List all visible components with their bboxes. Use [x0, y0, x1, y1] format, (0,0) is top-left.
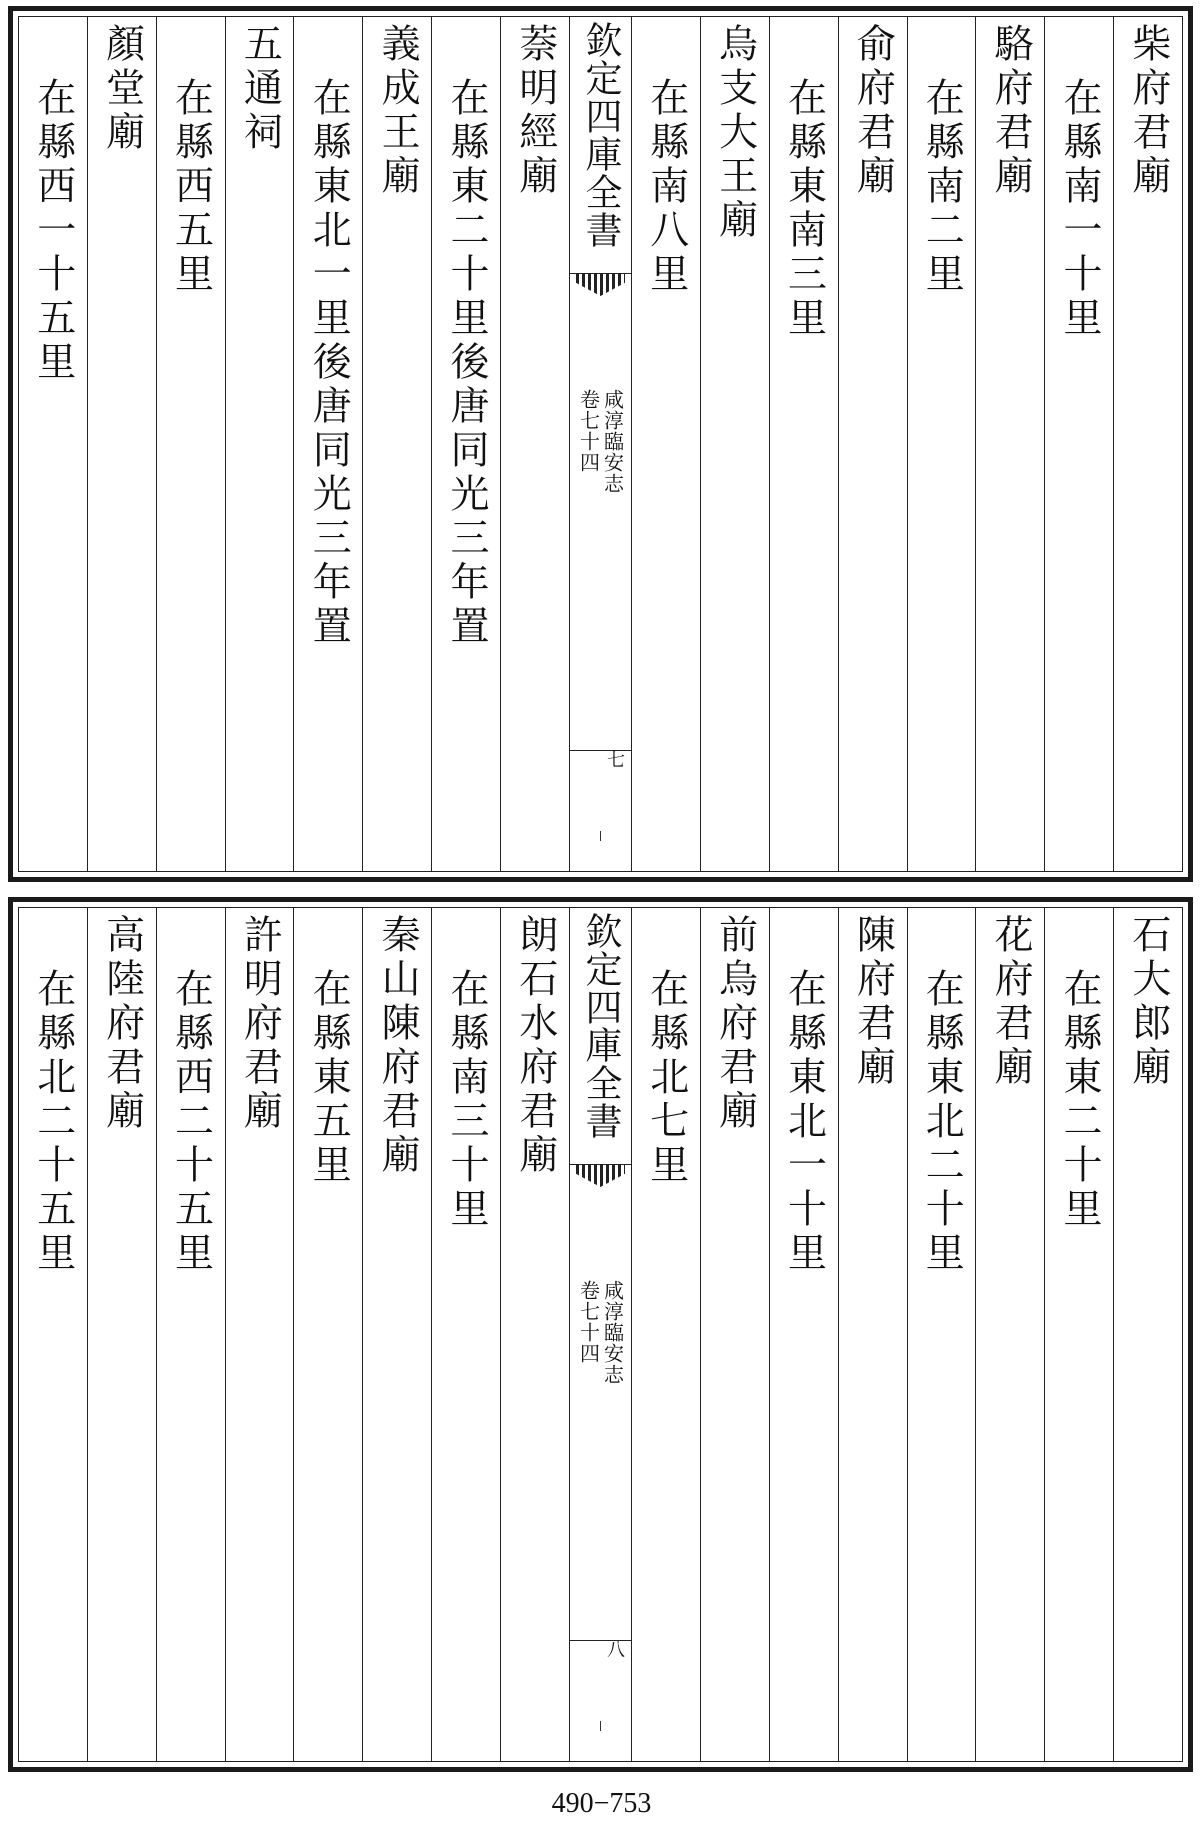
- lower-col-3: [975, 908, 1044, 1761]
- lower-col-13: [225, 908, 294, 1761]
- juan-number: 卷七十四: [576, 1280, 601, 1364]
- upper-col-8: [631, 17, 700, 871]
- lower-col-4: [907, 908, 976, 1761]
- upper-col-7: [700, 17, 769, 871]
- upper-col-12: [293, 17, 362, 871]
- shrine-name: 朗石水府君廟: [512, 914, 558, 1178]
- shrine-name: 俞府君廟: [850, 23, 896, 199]
- upper-col-2: [1044, 17, 1113, 871]
- lower-col-6: [769, 908, 838, 1761]
- fold-tick: [600, 831, 601, 841]
- shrine-name: 駱府君廟: [988, 23, 1034, 199]
- volume-label: [576, 389, 625, 494]
- lower-col-12: [293, 908, 362, 1761]
- location-note: 在縣東五里: [306, 968, 352, 1188]
- shrine-name: 義成王廟: [375, 23, 421, 199]
- upper-col-6: [769, 17, 838, 871]
- upper-columns: [19, 17, 1182, 871]
- upper-col-4: [907, 17, 976, 871]
- upper-col-11: [362, 17, 431, 871]
- collection-title: 欽定四庫全書: [578, 912, 622, 1140]
- lower-col-9: [500, 908, 569, 1761]
- shrine-name: 五通祠: [237, 23, 283, 155]
- location-note: 在縣東北二十里: [919, 968, 965, 1276]
- upper-col-9: [500, 17, 569, 871]
- lower-col-7: [700, 908, 769, 1761]
- lower-col-2: [1044, 908, 1113, 1761]
- lower-folio-page: [8, 897, 1193, 1772]
- upper-col-5: [838, 17, 907, 871]
- location-note: 在縣東二十里後唐同光三年置: [443, 77, 489, 649]
- fish-tail-mark: [570, 273, 631, 310]
- folio-number: 八: [570, 1640, 631, 1661]
- upper-col-10: [431, 17, 500, 871]
- upper-col-3: [975, 17, 1044, 871]
- location-note: 在縣東北一里後唐同光三年置: [306, 77, 352, 649]
- shrine-name: 陳府君廟: [850, 914, 896, 1090]
- lower-center-fold: [569, 908, 631, 1761]
- shrine-name: 顏堂廟: [99, 23, 145, 155]
- lower-col-11: [362, 908, 431, 1761]
- lower-col-15: [87, 908, 156, 1761]
- upper-col-16: [19, 17, 87, 871]
- page-number: 490−753: [551, 1788, 652, 1819]
- collection-title: 欽定四庫全書: [578, 21, 622, 249]
- upper-inner-frame: [18, 16, 1183, 872]
- fold-tick: [600, 1721, 601, 1731]
- location-note: 在縣東二十里: [1057, 968, 1103, 1232]
- shrine-name: 許明府君廟: [237, 914, 283, 1134]
- lower-col-14: [156, 908, 225, 1761]
- location-note: 在縣西一十五里: [30, 77, 76, 385]
- lower-col-5: [838, 908, 907, 1761]
- location-note: 在縣北二十五里: [30, 968, 76, 1276]
- upper-col-1: [1113, 17, 1182, 871]
- lower-col-16: [19, 908, 87, 1761]
- upper-folio-page: [8, 6, 1193, 882]
- upper-col-15: [87, 17, 156, 871]
- lower-col-1: [1113, 908, 1182, 1761]
- book-title: 咸淳臨安志: [600, 1280, 625, 1385]
- location-note: 在縣西五里: [168, 77, 214, 297]
- lower-inner-frame: [18, 907, 1183, 1762]
- shrine-name: 石大郎廟: [1125, 914, 1171, 1090]
- lower-columns: [19, 908, 1182, 1761]
- location-note: 在縣東北一十里: [781, 968, 827, 1276]
- upper-col-14: [156, 17, 225, 871]
- shrine-name: 烏支大王廟: [712, 23, 758, 243]
- location-note: 在縣南二里: [919, 77, 965, 297]
- upper-col-13: [225, 17, 294, 871]
- location-note: 在縣西二十五里: [168, 968, 214, 1276]
- fish-tail-mark: [570, 1164, 631, 1201]
- shrine-name: 柴府君廟: [1125, 23, 1171, 199]
- shrine-name: 高陸府君廟: [99, 914, 145, 1134]
- juan-number: 卷七十四: [576, 389, 601, 473]
- location-note: 在縣南三十里: [443, 968, 489, 1232]
- volume-label: [576, 1280, 625, 1385]
- location-note: 在縣南一十里: [1057, 77, 1103, 341]
- upper-center-fold: [569, 17, 631, 871]
- shrine-name: 前烏府君廟: [712, 914, 758, 1134]
- book-title: 咸淳臨安志: [600, 389, 625, 494]
- lower-col-10: [431, 908, 500, 1761]
- location-note: 在縣北七里: [643, 968, 689, 1188]
- lower-col-8: [631, 908, 700, 1761]
- location-note: 在縣東南三里: [781, 77, 827, 341]
- shrine-name: 萘明經廟: [512, 23, 558, 199]
- shrine-name: 花府君廟: [988, 914, 1034, 1090]
- location-note: 在縣南八里: [643, 77, 689, 297]
- shrine-name: 秦山陳府君廟: [375, 914, 421, 1178]
- folio-number: 七: [570, 750, 631, 771]
